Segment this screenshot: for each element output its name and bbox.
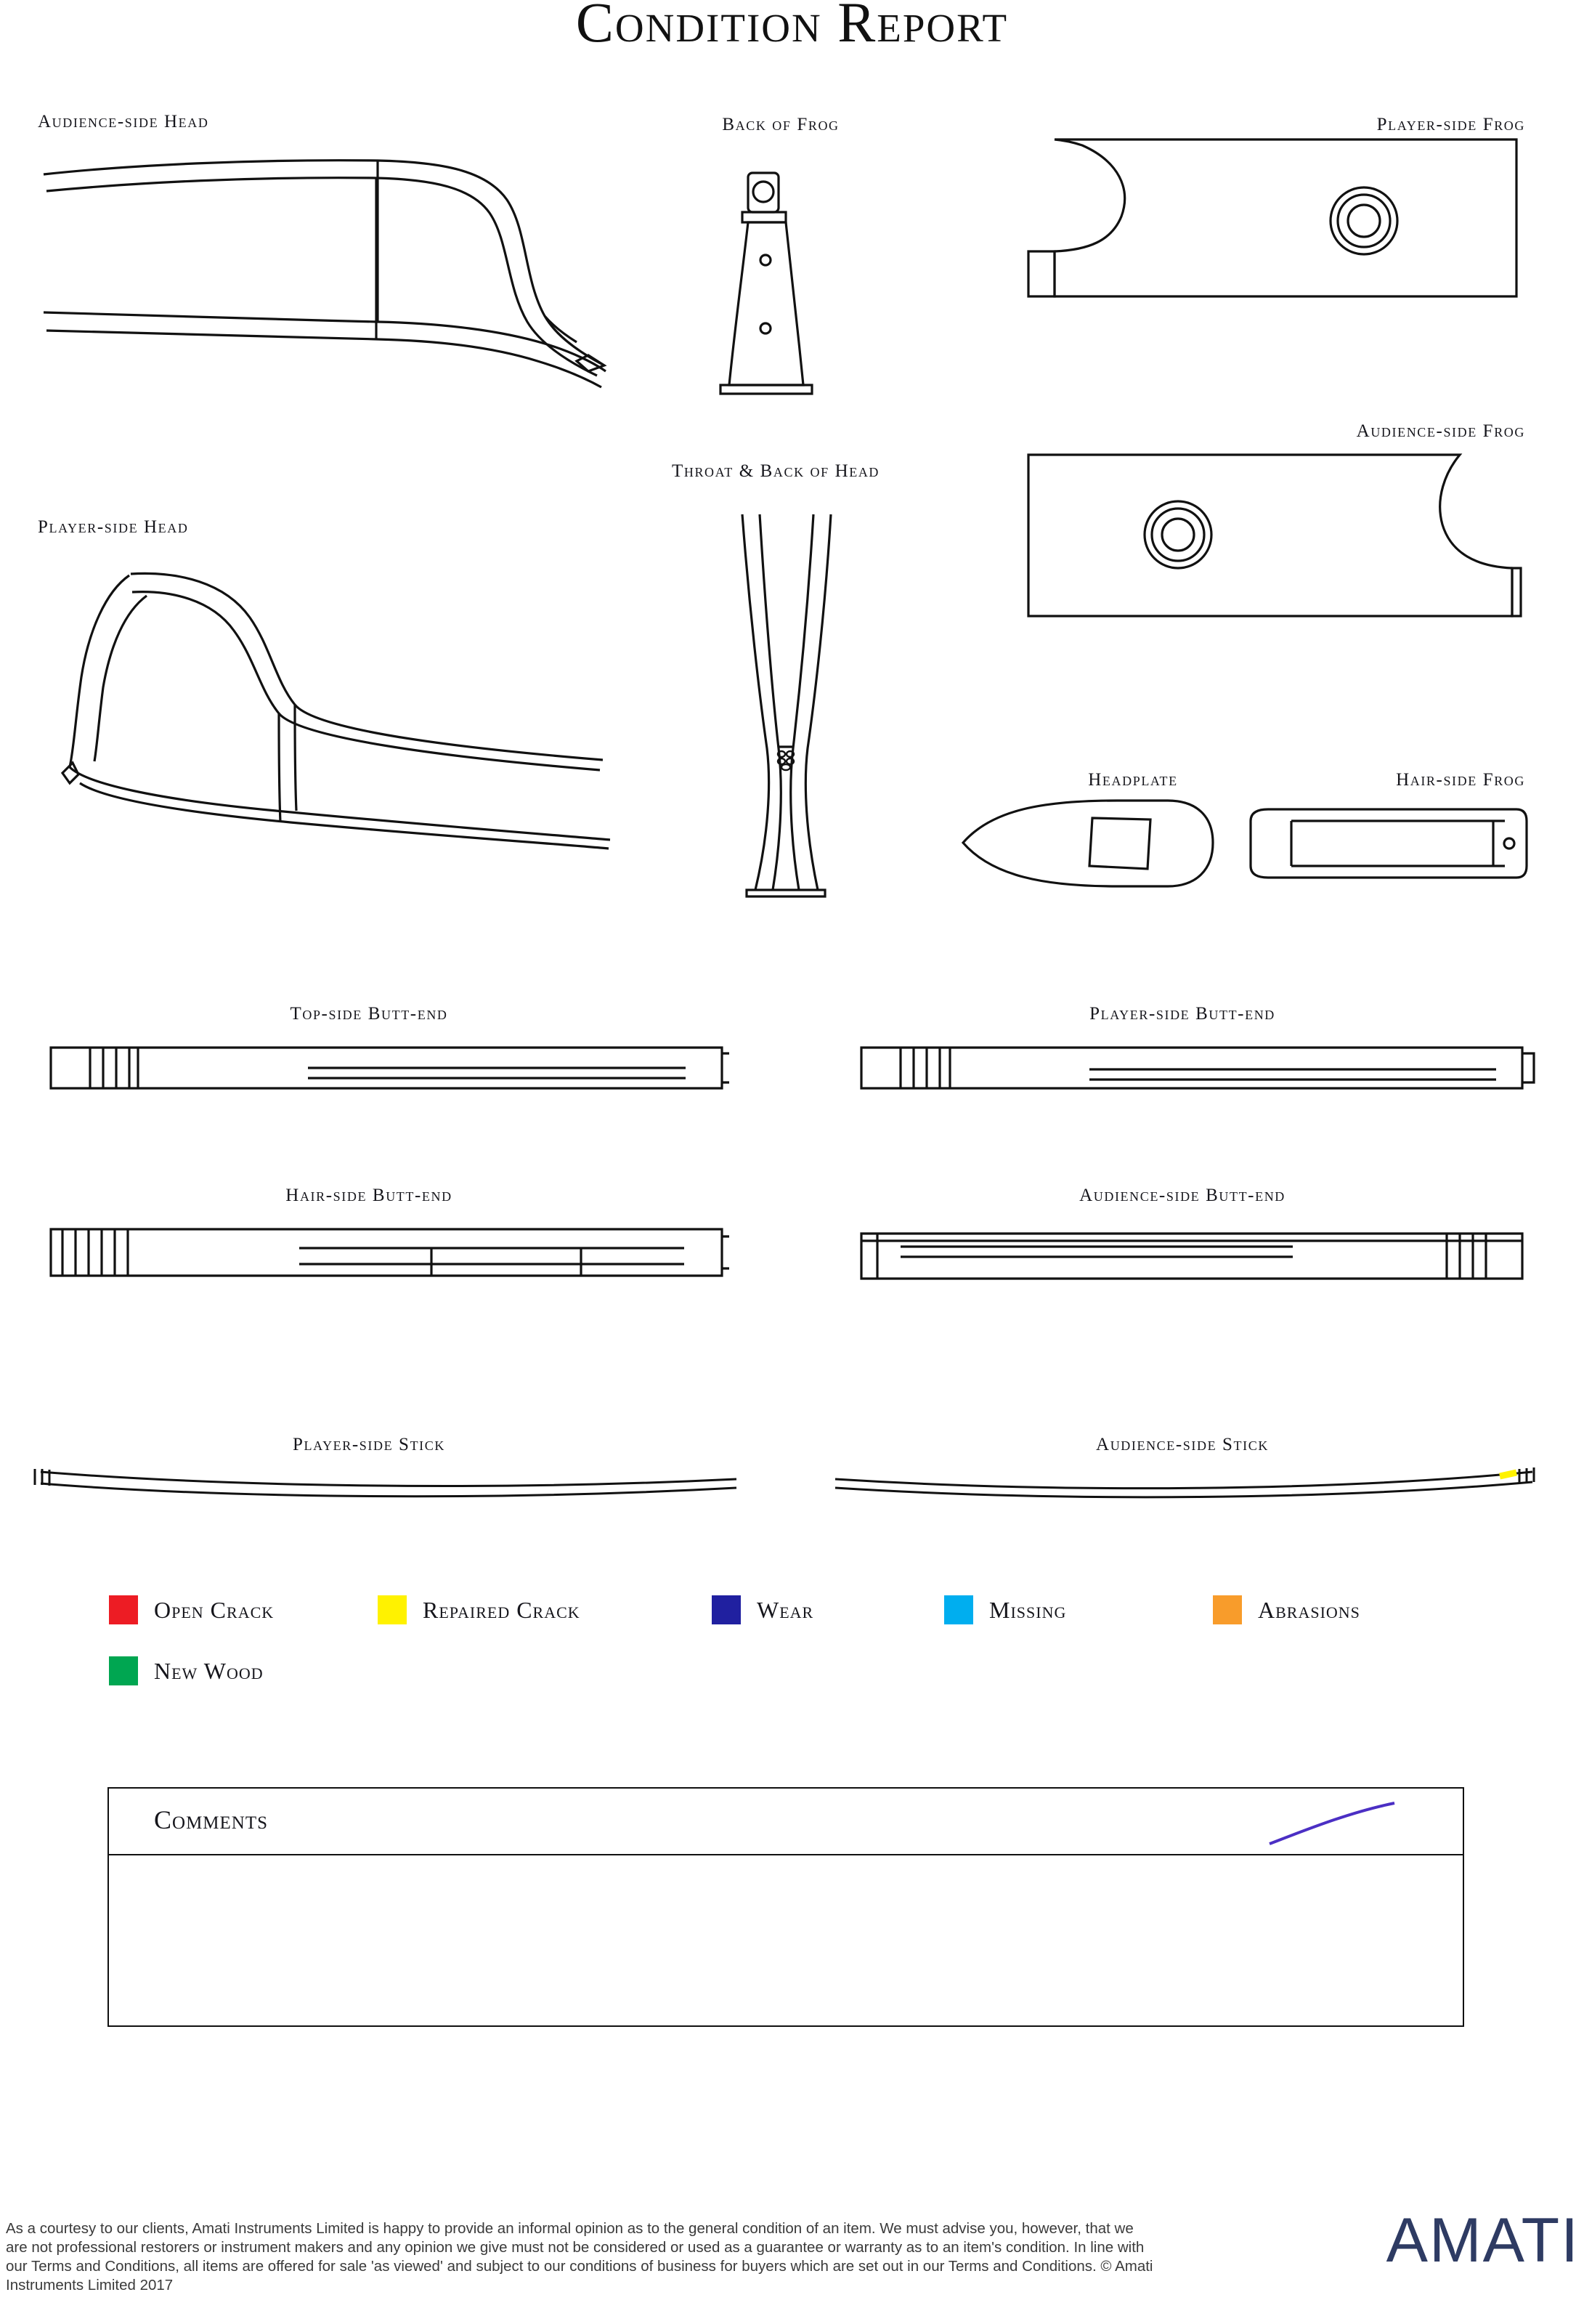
caption-player-side-butt-end: Player-side Butt-end	[1089, 1004, 1275, 1024]
figure-audience-side-stick	[828, 1460, 1543, 1511]
legend-row-1	[109, 1587, 1489, 1632]
legend-label-wear: Wear	[757, 1596, 814, 1623]
caption-back-of-frog: Back of Frog	[722, 115, 840, 134]
figure-player-side-butt-end	[857, 1037, 1540, 1100]
footer-disclaimer-text: As a courtesy to our clients, Amati Instruments Limited is happy to provide an informal opinion as to the general condition of an item. We must advise you, however, that we are not professional restorers or instrument makers and any opinion we give must not be considered or used as a guarantee or warranty as to an item's condition. In line with our Terms and Conditions, all items are offered for sale 'as viewed' and subject to our conditions of business for buyers which are set out in our Terms and Conditions. © Amati Instruments Limited 2017	[6, 2220, 1153, 2293]
figure-audience-side-head	[36, 149, 617, 454]
caption-hair-side-frog: Hair-side Frog	[1396, 770, 1525, 790]
figure-hair-side-butt-end	[46, 1219, 729, 1289]
caption-hair-side-butt-end: Hair-side Butt-end	[285, 1186, 452, 1205]
figure-throat-back-of-head	[718, 509, 863, 901]
legend-row-2	[109, 1648, 1489, 1693]
caption-player-side-frog: Player-side Frog	[1376, 115, 1525, 134]
caption-throat-back-of-head: Throat & Back of Head	[671, 461, 880, 481]
brand-logo: AMATI	[1386, 2206, 1580, 2275]
figure-player-side-stick	[31, 1460, 746, 1511]
caption-headplate: Headplate	[1088, 770, 1178, 790]
figure-audience-side-butt-end	[857, 1219, 1540, 1289]
figure-player-side-head	[36, 552, 617, 857]
figure-hair-side-frog	[1246, 805, 1530, 885]
comments-header	[109, 1789, 1463, 1855]
legend-item-open-crack	[109, 1595, 378, 1624]
figure-headplate	[957, 796, 1219, 891]
legend-item-new-wood	[109, 1656, 264, 1685]
caption-player-side-head: Player-side Head	[38, 517, 189, 537]
page-title: Condition Report	[575, 0, 1009, 54]
caption-player-side-stick: Player-side Stick	[293, 1435, 445, 1454]
swatch-new-wood	[109, 1656, 138, 1685]
swatch-missing	[944, 1595, 973, 1624]
swatch-open-crack	[109, 1595, 138, 1624]
caption-top-side-butt-end: Top-side Butt-end	[290, 1004, 448, 1024]
legend-item-repaired-crack	[378, 1595, 712, 1624]
caption-audience-side-stick: Audience-side Stick	[1096, 1435, 1269, 1454]
comment-annotation-mark	[1264, 1800, 1409, 1855]
repaired-crack-mark	[1500, 1473, 1516, 1476]
legend-label-missing: Missing	[989, 1596, 1067, 1623]
footer-disclaimer	[6, 2219, 1153, 2295]
legend-label-abrasions: Abrasions	[1258, 1596, 1360, 1623]
legend-label-repaired-crack: Repaired Crack	[423, 1596, 580, 1623]
figure-back-of-frog	[710, 167, 856, 400]
legend	[109, 1587, 1489, 1693]
comments-value[interactable]	[109, 1855, 1463, 2012]
swatch-wear	[712, 1595, 741, 1624]
swatch-repaired-crack	[378, 1595, 407, 1624]
caption-audience-side-frog: Audience-side Frog	[1356, 421, 1525, 441]
legend-label-new-wood: New Wood	[154, 1657, 264, 1684]
comments-label: Comments	[154, 1805, 269, 1834]
legend-item-missing	[944, 1595, 1213, 1624]
comments-box[interactable]	[107, 1787, 1464, 2027]
caption-audience-side-head: Audience-side Head	[38, 112, 209, 131]
legend-item-wear	[712, 1595, 944, 1624]
figure-player-side-frog	[1024, 135, 1525, 375]
caption-audience-side-butt-end: Audience-side Butt-end	[1079, 1186, 1286, 1205]
swatch-abrasions	[1213, 1595, 1242, 1624]
figure-audience-side-frog	[1024, 450, 1525, 690]
legend-label-open-crack: Open Crack	[154, 1596, 275, 1623]
figure-top-side-butt-end	[46, 1037, 729, 1100]
legend-item-abrasions	[1213, 1595, 1360, 1624]
